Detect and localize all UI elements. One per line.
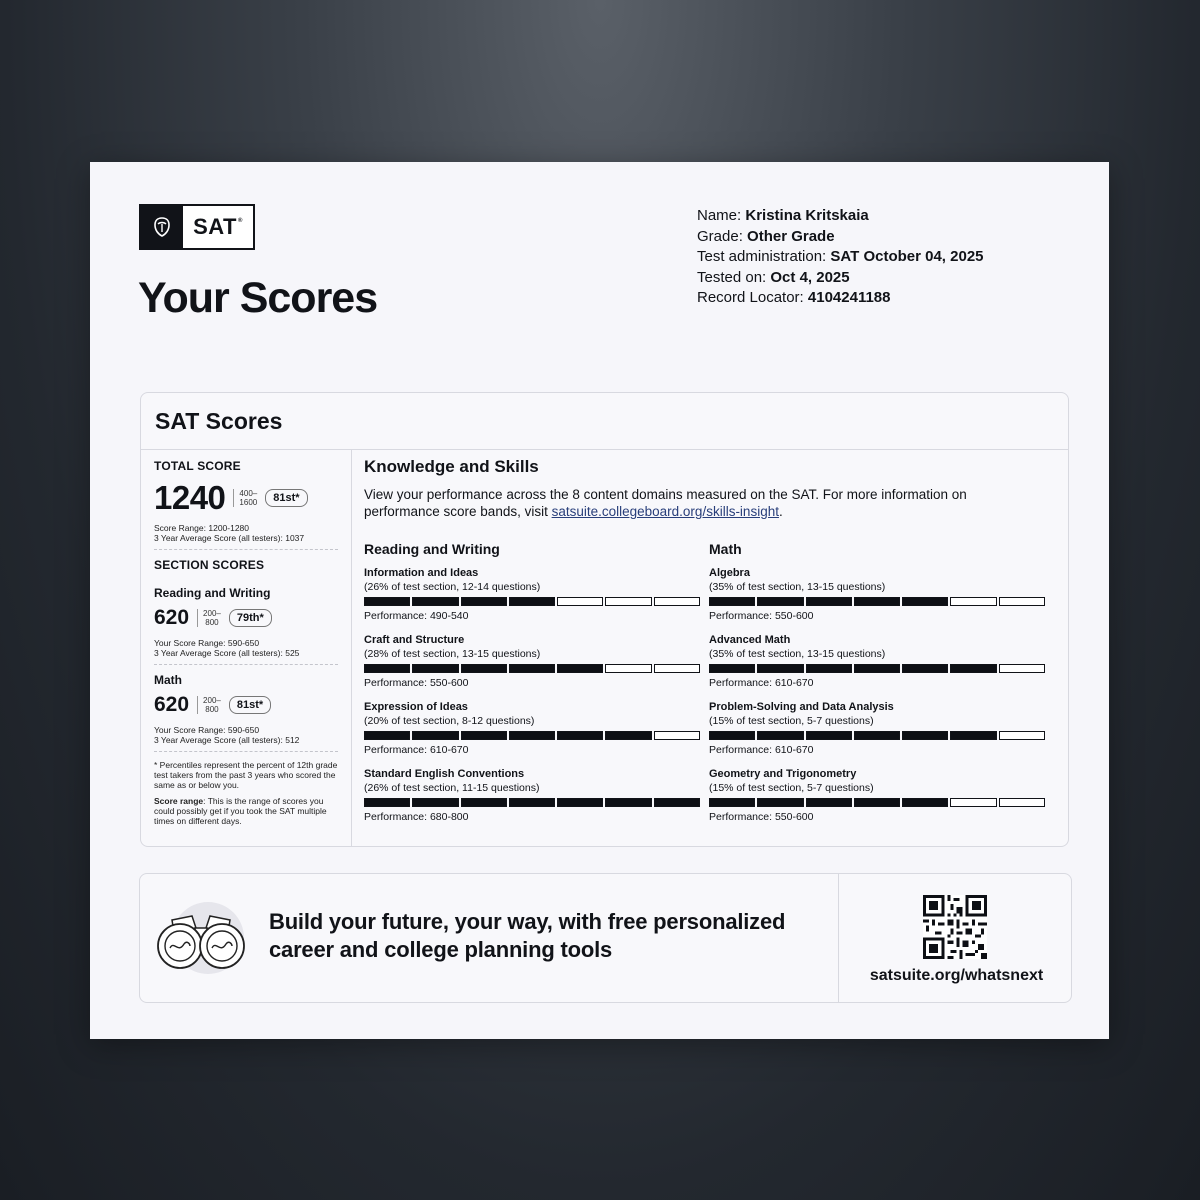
bar-segment-filled [605,731,651,740]
bar-segment-filled [509,664,555,673]
total-score-row [154,479,338,517]
domain-name: Craft and Structure [364,634,465,646]
rw-score-scale: 200– 800 [197,609,221,627]
domain-item [364,701,709,768]
bar-segment-filled [412,664,458,673]
bar-segment-empty [654,731,700,740]
bar-segment-empty [654,664,700,673]
bar-segment-filled [902,731,948,740]
performance-bar [364,798,700,807]
math-avg-score: 3 Year Average Score (all testers): 512 [154,735,300,745]
total-percentile-badge: 81st* [265,489,307,507]
bar-segment-empty [605,597,651,606]
domain-item [364,567,709,634]
bar-segment-filled [654,798,700,807]
score-summary-column [141,449,352,846]
math-domains [709,541,1054,835]
bar-segment-filled [557,664,603,673]
sat-logo [139,204,255,250]
domain-name: Standard English Conventions [364,768,525,780]
bar-segment-filled [757,798,803,807]
bar-segment-filled [605,798,651,807]
bar-segment-filled [709,597,755,606]
domain-performance: Performance: 550-600 [709,610,814,622]
qr-code-icon[interactable] [923,895,987,964]
page-title: Your Scores [138,274,378,322]
bar-segment-filled [902,597,948,606]
domain-performance: Performance: 490-540 [364,610,469,622]
performance-bar [364,731,700,740]
math-domains-title: Math [709,541,742,557]
domain-performance: Performance: 610-670 [709,744,814,756]
logo-text: SAT ® [193,214,243,239]
divider [154,664,338,665]
skills-insight-link[interactable]: satsuite.collegeboard.org/skills-insight [551,504,779,519]
bar-segment-filled [854,664,900,673]
bar-segment-filled [757,597,803,606]
knowledge-skills-column [364,449,1054,846]
domain-performance: Performance: 610-670 [709,677,814,689]
student-grade-row: Grade: Other Grade [697,227,835,245]
bar-segment-empty [950,597,996,606]
divider [154,751,338,752]
domain-detail: (28% of test section, 13-15 questions) [364,648,541,660]
domain-detail: (20% of test section, 8-12 questions) [364,715,535,727]
bar-segment-filled [709,664,755,673]
math-score-scale: 200– 800 [197,696,221,714]
rw-score-row [154,606,338,630]
bar-segment-filled [509,798,555,807]
rw-score-range: Your Score Range: 590-650 [154,638,260,648]
bar-segment-filled [950,731,996,740]
bar-segment-filled [412,731,458,740]
domain-performance: Performance: 610-670 [364,744,469,756]
bar-segment-filled [757,731,803,740]
domain-name: Problem-Solving and Data Analysis [709,701,894,713]
performance-bar [709,731,1045,740]
domain-item [709,768,1054,835]
bar-segment-filled [806,597,852,606]
test-administration-row: Test administration: SAT October 04, 2025 [697,248,984,266]
acorn-shield-icon [141,206,183,248]
knowledge-skills-description: View your performance across the 8 content domains measured on the SAT. For more information on performance score bands, visit satsuite.collegeboard.org/skills-insight. [364,487,967,519]
performance-bar [709,798,1045,807]
domain-item [364,634,709,701]
domain-performance: Performance: 550-600 [364,677,469,689]
bar-segment-empty [999,597,1045,606]
math-score-value: 620 [154,693,190,716]
bar-segment-empty [654,597,700,606]
domain-columns [364,541,1054,835]
performance-bar [364,664,700,673]
divider [154,549,338,550]
math-score-row [154,693,338,717]
bar-segment-filled [854,597,900,606]
bar-segment-filled [709,798,755,807]
bar-segment-filled [412,597,458,606]
domain-detail: (35% of test section, 13-15 questions) [709,581,886,593]
domain-performance: Performance: 550-600 [709,811,814,823]
bar-segment-filled [902,664,948,673]
tested-on-row: Tested on: Oct 4, 2025 [697,268,850,286]
domain-name: Advanced Math [709,634,791,646]
rw-section-name: Reading and Writing [154,586,271,600]
score-report-paper [90,162,1109,1039]
whatsnext-url[interactable]: satsuite.org/whatsnext [869,967,1044,984]
sat-scores-heading: SAT Scores [141,393,1068,450]
total-score-scale: 400– 1600 [233,489,257,507]
bar-segment-filled [364,597,410,606]
performance-bar [364,597,700,606]
section-scores-label: SECTION SCORES [154,558,265,572]
student-name-row: Name: Kristina Kritskaia [697,207,869,224]
math-section-name: Math [154,673,182,687]
total-score-value: 1240 [154,479,226,516]
bar-segment-filled [709,731,755,740]
domain-detail: (15% of test section, 5-7 questions) [709,715,874,727]
total-score-range: Score Range: 1200-1280 [154,523,250,533]
knowledge-skills-title: Knowledge and Skills [364,457,539,476]
bar-segment-filled [902,798,948,807]
bar-segment-filled [806,731,852,740]
bar-segment-empty [999,664,1045,673]
bar-segment-filled [806,664,852,673]
rw-avg-score: 3 Year Average Score (all testers): 525 [154,648,300,658]
performance-bar [709,597,1045,606]
bar-segment-filled [509,597,555,606]
bar-segment-filled [461,731,507,740]
math-percentile-badge: 81st* [229,696,271,714]
bar-segment-filled [364,798,410,807]
bar-segment-empty [557,597,603,606]
domain-item [364,768,709,835]
domain-detail: (35% of test section, 13-15 questions) [709,648,886,660]
bar-segment-filled [557,798,603,807]
math-score-range: Your Score Range: 590-650 [154,725,260,735]
performance-bar [709,664,1045,673]
bar-segment-empty [950,798,996,807]
rw-score-value: 620 [154,606,190,629]
domain-name: Algebra [709,567,750,579]
domain-item [709,567,1054,634]
banner-message: Build your future, your way, with free personalized career and college planning tools [269,909,786,962]
sat-scores-card [140,392,1069,847]
bar-segment-filled [854,731,900,740]
record-locator-row: Record Locator: 4104241188 [697,289,891,307]
domain-name: Information and Ideas [364,567,479,579]
binoculars-icon [152,898,252,983]
domain-name: Expression of Ideas [364,701,468,713]
bar-segment-empty [605,664,651,673]
bar-segment-filled [757,664,803,673]
bar-segment-filled [950,664,996,673]
bar-segment-filled [364,664,410,673]
bar-segment-filled [557,731,603,740]
bar-segment-filled [461,664,507,673]
bar-segment-filled [806,798,852,807]
domain-item [709,634,1054,701]
total-avg-score: 3 Year Average Score (all testers): 1037 [154,533,305,543]
bar-segment-filled [509,731,555,740]
score-range-footnote: Score range: This is the range of scores you could possibly get if you took the SAT multiple times on different days. [154,796,327,826]
bar-segment-filled [854,798,900,807]
total-score-label: TOTAL SCORE [154,459,241,473]
rw-domains-title: Reading and Writing [364,541,500,557]
percentile-footnote: * Percentiles represent the percent of 12th grade test takers from the past 3 years who scored the same as or below you. [154,760,338,790]
planning-tools-banner [139,873,1072,1003]
bar-segment-empty [999,731,1045,740]
banner-divider [838,874,839,1002]
bar-segment-filled [412,798,458,807]
rw-domains [364,541,709,835]
domain-name: Geometry and Trigonometry [709,768,857,780]
rw-percentile-badge: 79th* [229,609,272,627]
domain-detail: (15% of test section, 5-7 questions) [709,782,874,794]
student-info [697,206,984,309]
domain-detail: (26% of test section, 11-15 questions) [364,782,540,794]
bar-segment-filled [461,798,507,807]
domain-performance: Performance: 680-800 [364,811,469,823]
bar-segment-empty [999,798,1045,807]
bar-segment-filled [461,597,507,606]
domain-detail: (26% of test section, 12-14 questions) [364,581,541,593]
domain-item [709,701,1054,768]
bar-segment-filled [364,731,410,740]
